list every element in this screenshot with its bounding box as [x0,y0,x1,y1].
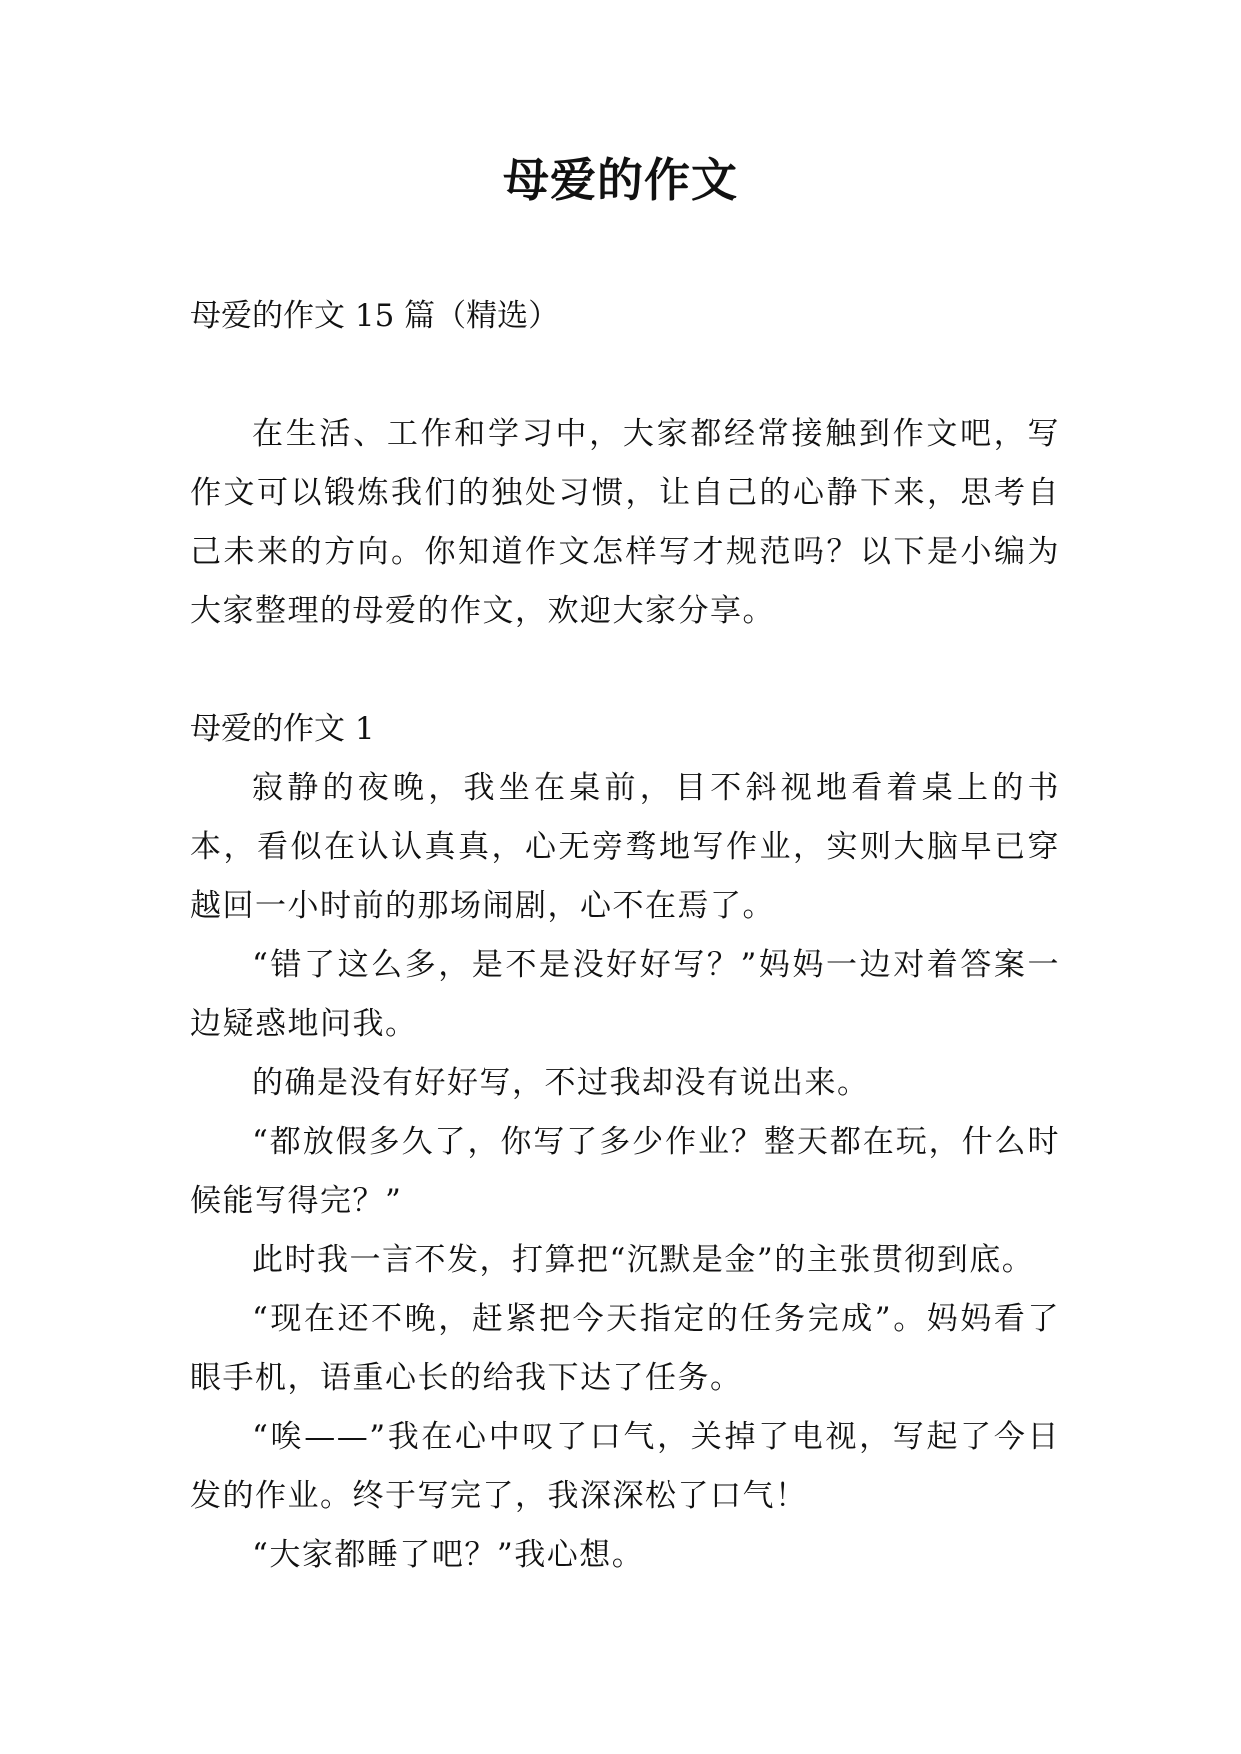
paragraph: “唉——”我在心中叹了口气，关掉了电视，写起了今日发的作业。终于写完了，我深深松了口气！ [190,1419,1060,1514]
paragraph: “大家都睡了吧？”我心想。 [252,1537,645,1573]
document-title: 母爱的作文 [503,153,738,207]
paragraph: 的确是没有好好写，不过我却没有说出来。 [252,1065,870,1101]
paragraph: 寂静的夜晚，我坐在桌前，目不斜视地看着桌上的书本，看似在认认真真，心无旁骛地写作业，实则大脑早已穿越回一小时前的那场闹剧，心不在焉了。 [190,770,1060,924]
section-heading: 母爱的作文 1 [190,711,375,747]
paragraph: “错了这么多，是不是没好好写？”妈妈一边对着答案一边疑惑地问我。 [190,947,1060,1042]
document-body [190,287,1060,1585]
paragraph: 此时我一言不发，打算把“沉默是金”的主张贯彻到底。 [252,1242,1035,1278]
intro-paragraph: 在生活、工作和学习中，大家都经常接触到作文吧，写作文可以锻炼我们的独处习惯，让自己的心静下来，思考自己未来的方向。你知道作文怎样写才规范吗？以下是小编为大家整理的母爱的作文，欢迎大家分享。 [190,416,1060,629]
paragraph: “都放假多久了，你写了多少作业？整天都在玩，什么时候能写得完？” [190,1124,1060,1219]
document-subtitle: 母爱的作文 15 篇（精选） [190,298,560,334]
paragraph: “现在还不晚，赶紧把今天指定的任务完成”。妈妈看了眼手机，语重心长的给我下达了任务。 [190,1301,1060,1396]
